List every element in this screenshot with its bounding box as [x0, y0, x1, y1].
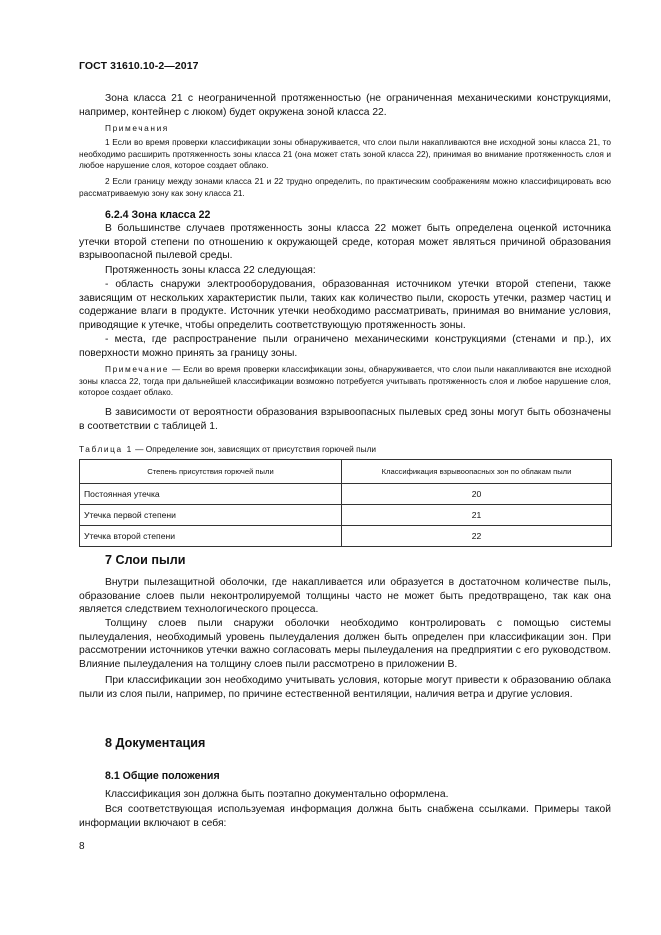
- section8-heading: 8 Документация: [105, 736, 206, 750]
- table-row: [80, 505, 612, 526]
- table-caption-label: Таблица 1: [79, 444, 133, 454]
- zone22-bullet-1: - область снаружи электрооборудования, образованная источником утечки второй степени, также зависящим от нескольких характеристик пыли, таких как количество пыли, скорость утечки, размер частиц и содержание влаги в продукте. Источник утечки необходимо рассматривать, принимая во внимание условия, приводящие к утечке, чтобы определить соответствующую протяженность зоны.: [79, 279, 611, 331]
- table-cell: 21: [342, 505, 612, 526]
- page-number: 8: [79, 841, 85, 852]
- section7-paragraph-3: При классификации зон необходимо учитывать условия, которые могут привести к образованию облака пыли из слоя пыли, например, по причине естественной вентиляции, наличия ветра и другие условия.: [79, 675, 611, 700]
- table-header-cell: Степень присутствия горючей пыли: [80, 460, 342, 484]
- table-header-cell: Классификация взрывоопасных зон по облакам пыли: [342, 460, 612, 484]
- table-header-row: [80, 460, 612, 484]
- zone-table: [79, 459, 612, 547]
- section8-paragraph-1: Классификация зон должна быть поэтапно документально оформлена.: [105, 789, 449, 800]
- zone22-paragraph-2: Протяженность зоны класса 22 следующая:: [105, 265, 316, 276]
- notes-title: Примечания: [105, 123, 169, 133]
- table-cell: Утечка первой степени: [80, 505, 342, 526]
- section8-paragraph-2: Вся соответствующая используемая информация должна быть снабжена ссылками. Примеры такой информации включают в себя:: [79, 804, 611, 829]
- section7-paragraph-1: Внутри пылезащитной оболочки, где накапливается или образуется в достаточном количестве пыль, образование слоев пыли неконтролируемой толщины часто не может быть предотвращено, так как она является следствием технологического процесса.: [79, 577, 611, 616]
- table-caption-text: — Определение зон, зависящих от присутствия горючей пыли: [132, 444, 377, 454]
- table-cell: Утечка второй степени: [80, 526, 342, 547]
- zone22-bullet-2: - места, где распространение пыли ограничено механическими конструкциями (стенами и пр.), их поверхности можно принять за границу зоны.: [79, 334, 611, 359]
- zone21-paragraph: Зона класса 21 с неограниченной протяженностью (не ограниченная механическими конструкциями, например, контейнер с люком) будет окружена зоной класса 22.: [79, 93, 611, 118]
- zone22-paragraph-1: В большинстве случаев протяженность зоны класса 22 может быть определена оценкой источника утечки второй степени по отношению к окружающей среде, которая может являться причиной образования взрывоопасной пылевой среды.: [79, 223, 611, 262]
- zone22-heading: 6.2.4 Зона класса 22: [105, 209, 211, 221]
- table-row: [80, 526, 612, 547]
- note-1: 1 Если во время проверки классификации зоны обнаруживается, что слои пыли накапливаются вне исходной зоны класса 21, то необходимо расширить протяженность зоны класса 21 (она может стать зоной класса 22), принимая во внимание протяженность слоя и любое нарушение слоя, которое создает облако.: [79, 137, 611, 171]
- note-label: Примечание: [105, 364, 170, 374]
- table-cell: 22: [342, 526, 612, 547]
- zone22-note: [79, 364, 611, 399]
- table-row: [80, 484, 612, 505]
- table-caption: [79, 444, 376, 456]
- note-text: — Если во время проверки классификации зоны, обнаруживается, что слои пыли накапливаются вне исходной зоны класса 22, тогда при дальнейшей классификации возможно потребуется учитывать протяженность слоя и любое нарушение слоя, которое создает облако.: [79, 364, 611, 398]
- section7-heading: 7 Слои пыли: [105, 553, 186, 567]
- section7-paragraph-2: Толщину слоев пыли снаружи оболочки необходимо контролировать с помощью системы пылеудаления, необходимый уровень пылеудаления должен быть определен при классификации зон. При рассмотрении источников утечки важно согласовать меры пылеудаления на предприятии с его руководством. Влияние пылеудаления на толщину слоев пыли рассмотрено в приложении В.: [79, 618, 611, 670]
- note-2: 2 Если границу между зонами класса 21 и 22 трудно определить, по практическим соображениям можно классифицировать всю рассматриваемую зону как зону класса 21.: [79, 176, 611, 198]
- document-header: ГОСТ 31610.10-2—2017: [79, 60, 199, 72]
- table-cell: Постоянная утечка: [80, 484, 342, 505]
- table-cell: 20: [342, 484, 612, 505]
- zone22-paragraph-3: В зависимости от вероятности образования взрывоопасных пылевых сред зоны могут быть обозначены в соответствии с таблицей 1.: [79, 407, 611, 432]
- section8-1-heading: 8.1 Общие положения: [105, 770, 220, 782]
